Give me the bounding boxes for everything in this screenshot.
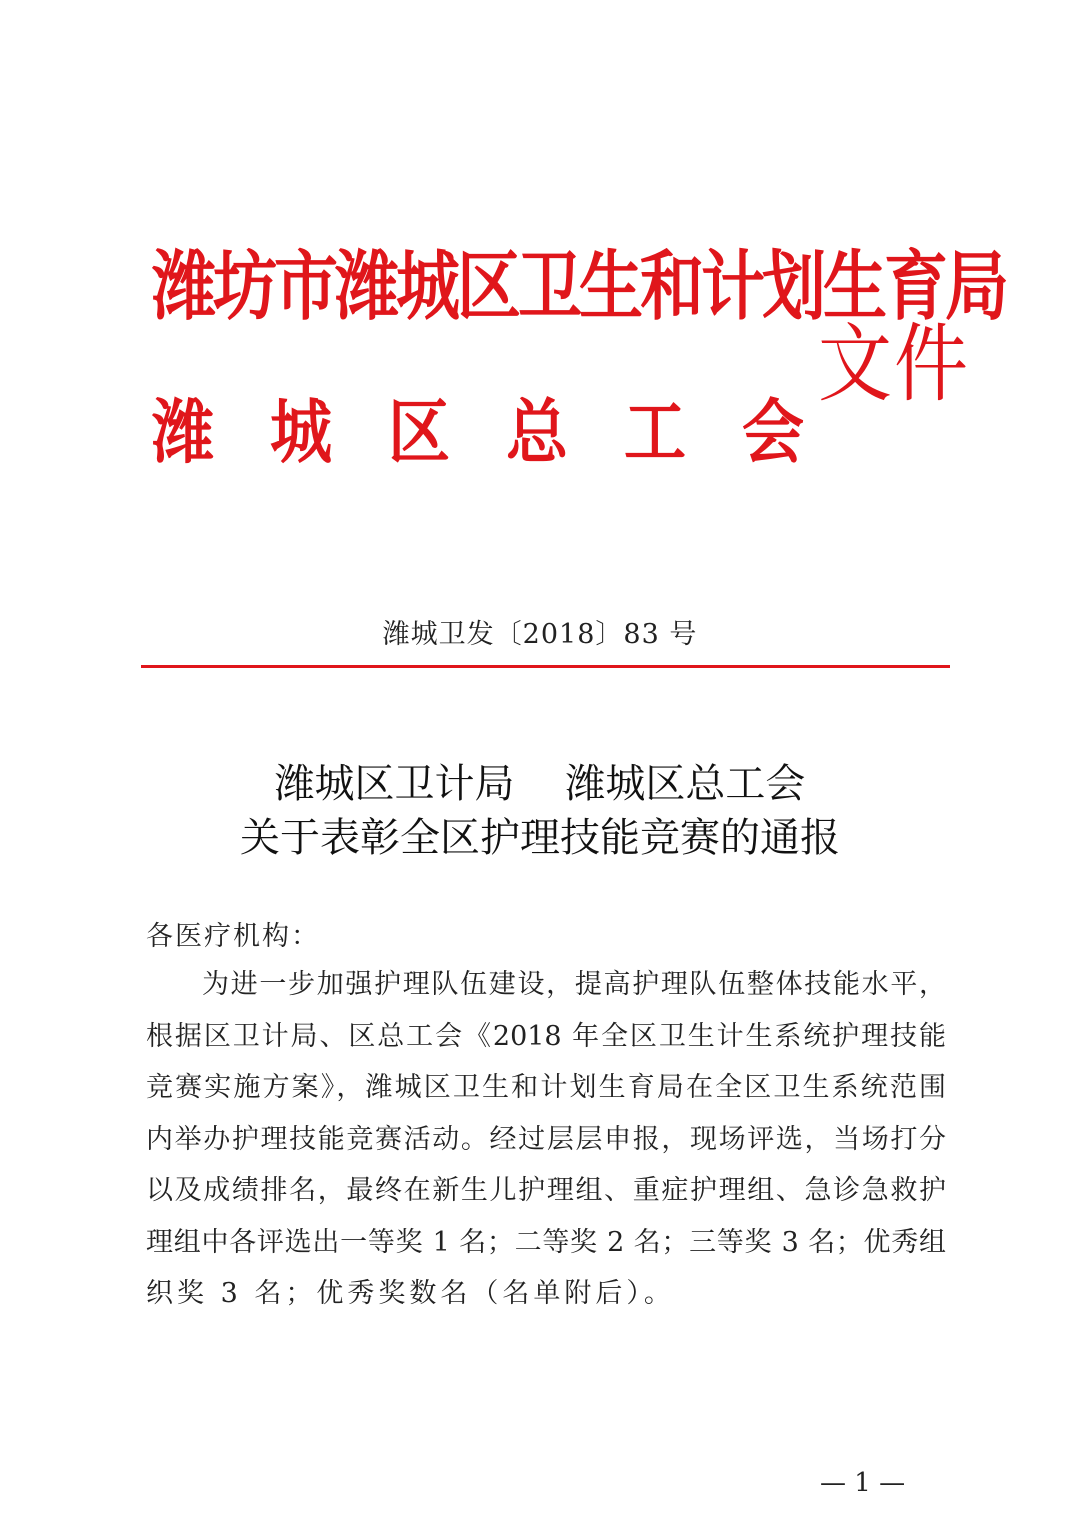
page-number: — 1 —	[820, 1468, 906, 1498]
body-line: 理组中各评选出一等奖 1 名；二等奖 2 名；三等奖 3 名；优秀组	[146, 1226, 946, 1258]
issuing-org-line-1: 潍坊市潍城区卫生和计划生育局	[152, 244, 1006, 332]
document-number: 潍城卫发〔2018〕83 号	[382, 619, 698, 650]
body-line: 根据区卫计局、区总工会《2018 年全区卫生计生系统护理技能	[146, 1020, 946, 1052]
body-line: 织奖 3 名；优秀奖数名（名单附后）。	[146, 1278, 675, 1309]
salutation: 各医疗机构：	[146, 921, 320, 952]
body-line: 为进一步加强护理队伍建设，提高护理队伍整体技能水平，	[202, 969, 946, 1000]
document-title-line-1: 潍城区卫计局 潍城区总工会	[274, 761, 806, 807]
issuing-org-line-2	[152, 391, 805, 476]
org-line-2-char: 潍	[152, 391, 215, 474]
body-line: 竞赛实施方案》，潍城区卫生和计划生育局在全区卫生系统范围	[146, 1072, 946, 1103]
body-paragraph	[146, 966, 946, 1327]
document-title-line-2: 关于表彰全区护理技能竞赛的通报	[240, 815, 840, 861]
org-line-2-char: 区	[388, 391, 451, 474]
org-line-2-char: 总	[506, 391, 569, 474]
document-label-wenjian: 文件	[818, 315, 970, 414]
body-line: 以及成绩排名，最终在新生儿护理组、重症护理组、急诊急救护	[146, 1175, 946, 1206]
org-line-2-char: 工	[624, 391, 687, 474]
red-divider-line	[141, 665, 950, 668]
body-line: 内举办护理技能竞赛活动。经过层层申报，现场评选，当场打分	[146, 1123, 946, 1155]
org-line-2-char: 会	[742, 391, 805, 474]
org-line-2-char: 城	[270, 391, 333, 474]
